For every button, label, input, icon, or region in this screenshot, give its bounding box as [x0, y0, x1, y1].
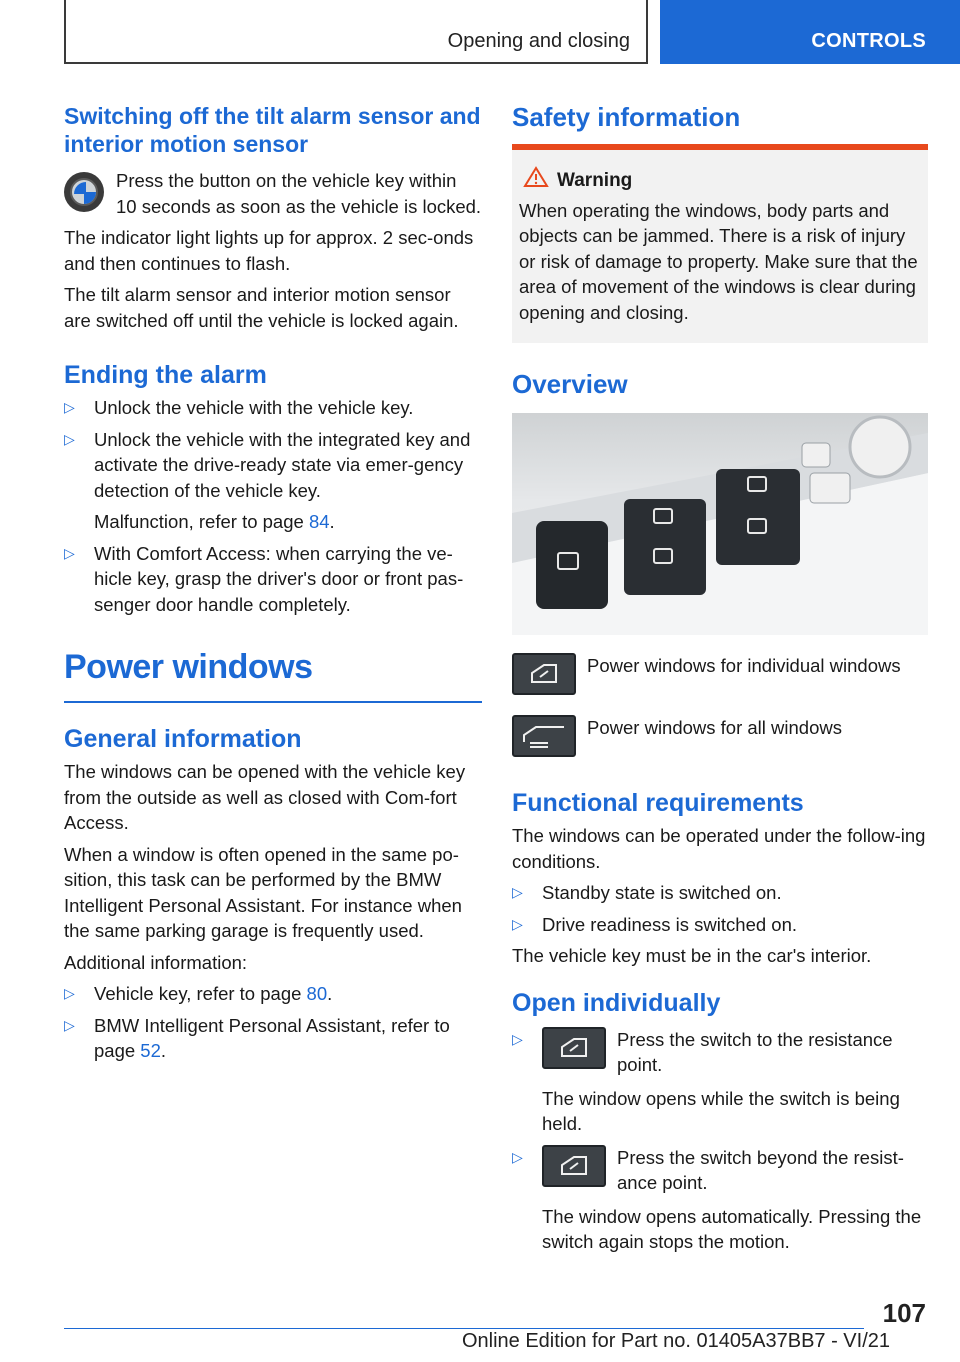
list-item: ▷ With Comfort Access: when carrying the ve‐hicle key, grasp the driver's door or front pas‐senger door handle completely. [64, 542, 464, 615]
tilt-alarm-text-2: The indicator light lights up for approx. 2 sec‐onds and then continues to flash. [64, 227, 474, 274]
bullet-triangle-icon: ▷ [512, 884, 523, 900]
power-window-switches-photo [512, 413, 928, 635]
individual-window-switch-icon [542, 1145, 606, 1187]
safety-information-heading: Safety information [512, 102, 741, 132]
heading-rule [64, 701, 482, 703]
bullet-triangle-icon: ▷ [64, 544, 75, 561]
bullet-triangle-icon: ▷ [64, 1016, 75, 1033]
list-item: ▷ Standby state is switched on. [512, 880, 928, 906]
list-item: ▷ Unlock the vehicle with the vehicle key. [64, 395, 482, 421]
edition-footer: Online Edition for Part no. 01405A37BB7 - VI/21 [461, 1330, 890, 1352]
bullet-triangle-icon: ▷ [64, 985, 75, 1001]
bullet-triangle-icon: ▷ [64, 399, 75, 415]
header-section-box [64, 0, 648, 64]
bullet-triangle-icon: ▷ [64, 430, 75, 447]
page-number: 107 [882, 1298, 926, 1328]
list-item: ▷ BMW Intelligent Personal Assistant, refer to page 52. [64, 1014, 450, 1061]
list-item: ▷ Press the switch beyond the resist‐ance point. The window opens automatically. Pressing the switch again stops the motion. [512, 1146, 922, 1252]
functional-requirements-heading: Functional requirements [512, 789, 804, 817]
tilt-alarm-heading: Switching off the tilt alarm sensor and interior motion sensor [64, 103, 481, 157]
list-item: ▷ Press the switch to the resistance point. The window opens while the switch is being held. [512, 1028, 900, 1134]
overview-item-individual: Power windows for individual windows [512, 653, 928, 697]
warning-text: When operating the windows, body parts and objects can be jammed. There is a risk of injury or risk of damage to property. Make sure that the area of movement of the windows is clear during opening and closing. [519, 199, 918, 323]
page-link-80[interactable]: 80 [306, 983, 328, 1004]
page-link-52[interactable]: 52 [140, 1040, 161, 1061]
list-item: ▷ Unlock the vehicle with the integrated key and activate the drive-ready state via emer‐gency detection of the vehicle key. Malfunction, refer to page 84. [64, 428, 471, 532]
all-windows-switch-icon [512, 715, 576, 757]
individual-window-switch-icon [542, 1027, 606, 1069]
bullet-triangle-icon: ▷ [512, 1148, 523, 1165]
open-individually-list [512, 1027, 928, 1255]
list-item: ▷ Vehicle key, refer to page 80. [64, 981, 482, 1007]
page-link-84[interactable]: 84 [308, 511, 330, 532]
left-column [64, 102, 482, 1070]
additional-information-label: Additional information: [64, 951, 248, 973]
open-individually-heading: Open individually [512, 988, 721, 1017]
warning-triangle-icon [523, 166, 549, 188]
individual-window-switch-icon [512, 653, 576, 695]
right-column [512, 102, 928, 1261]
functional-list [512, 880, 928, 937]
tilt-alarm-text-1: Press the button on the vehicle key within 10 seconds as soon as the vehicle is locked. [116, 170, 482, 217]
bullet-triangle-icon: ▷ [512, 1030, 523, 1047]
overview-heading: Overview [512, 369, 628, 399]
functional-text-2: The vehicle key must be in the car's interior. [512, 945, 872, 966]
general-text-1: The windows can be opened with the vehicle key from the outside as well as closed with Com‐fort Access. [64, 761, 466, 833]
header-chapter-title: CONTROLS [811, 30, 926, 52]
bullet-triangle-icon: ▷ [512, 915, 523, 932]
power-windows-heading: Power windows [64, 648, 313, 686]
general-text-2: When a window is often opened in the same po‐sition, this task can be performed by the BMW Intelligent Personal Assistant. For instance when the same parking garage is frequently used. [64, 843, 462, 941]
ending-alarm-list [64, 395, 482, 617]
bmw-key-button-icon [64, 172, 104, 212]
additional-information-list [64, 981, 482, 1064]
footer-rule [64, 1328, 864, 1329]
general-information-heading: General information [64, 725, 302, 753]
list-item: ▷ Drive readiness is switched on. [512, 912, 928, 938]
overview-item-all: Power windows for all windows [512, 715, 928, 759]
warning-box [512, 144, 928, 343]
ending-alarm-heading: Ending the alarm [64, 361, 267, 389]
header-chapter-tab [660, 0, 960, 64]
warning-title: Warning [519, 168, 920, 194]
tilt-alarm-text-3: The tilt alarm sensor and interior motion sensor are switched off until the vehicle is locked again. [64, 284, 459, 331]
functional-text: The windows can be operated under the follow‐ing conditions. [512, 825, 926, 872]
header-section-title: Opening and closing [447, 30, 630, 52]
